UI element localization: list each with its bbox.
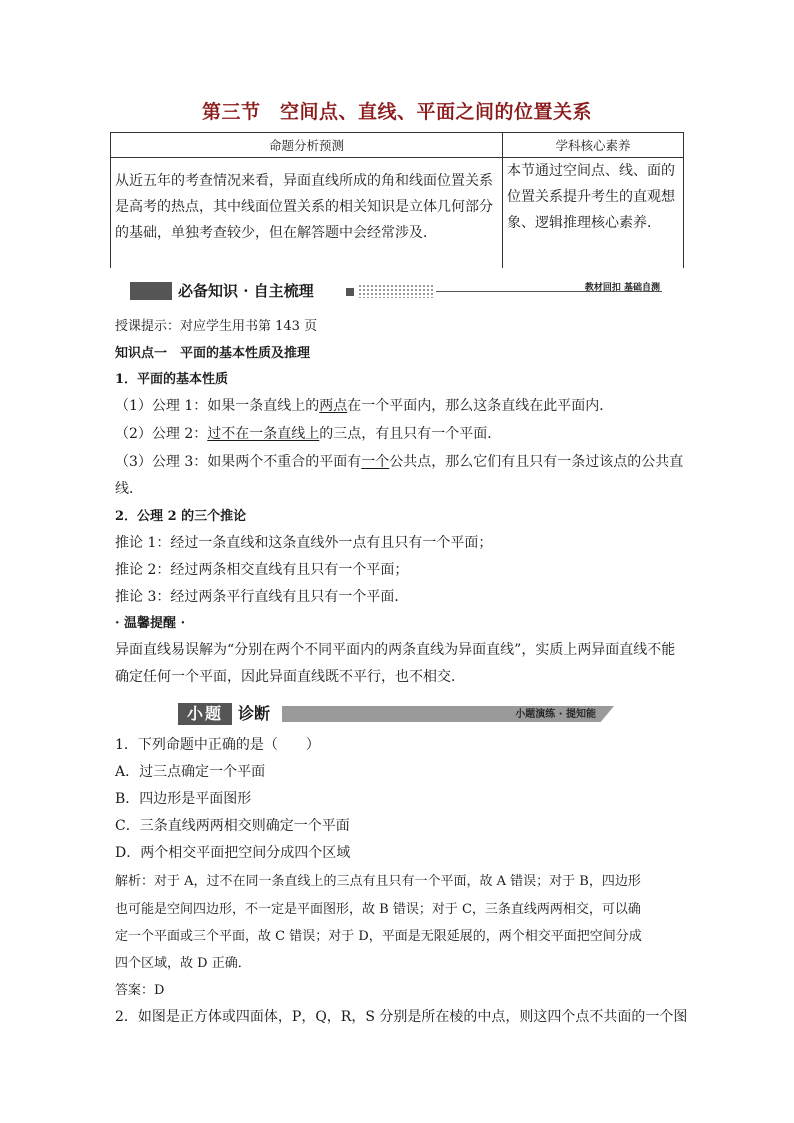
table-cell-right: 本节通过空间点、线、面的位置关系提升考生的直观想象、逻辑推理核心素养． [503,158,684,269]
section-banner-diagnosis [178,703,614,725]
corollary-1: 推论 1：经过一条直线和这条直线外一点有且只有一个平面； [115,535,493,551]
question-1-stem: 1．下列命题中正确的是（ ） [115,737,320,753]
banner-label-left: 小题 [178,703,232,725]
axiom-2: （2）公理 2：过不在一条直线上的三点，有且只有一个平面． [115,426,502,442]
analysis-line-2: 也可能是空间四边形，不一定是平面图形，故 B 错误；对于 C，三条直线两两相交，可以确 [115,902,641,917]
analysis-line-4: 四个区域，故 D 正确． [115,956,251,971]
question-1-option-b: B．四边形是平面图形 [115,791,252,807]
corollary-3: 推论 3：经过两条平行直线有且只有一个平面． [115,589,409,605]
question-1-option-a: A．过三点确定一个平面 [115,764,266,780]
analysis-table [110,132,684,268]
question-1-option-c: C．三条直线两两相交则确定一个平面 [115,818,350,834]
axiom-3: （3）公理 3：如果两个不重合的平面有一个公共点，那么它们有且只有一条过该点的公共直 [115,454,684,470]
section-heading: 必备知识 · 自主梳理 [178,282,314,300]
warm-reminder-heading: · 温馨提醒 · [115,616,186,631]
page-title: 第三节 空间点、直线、平面之间的位置关系 [201,101,592,123]
table-cell-left: 从近五年的考查情况来看，异面直线所成的角和线面位置关系是高考的热点，其中线面位置关系的相关知识是立体几何部分的基础，单独考查较少，但在解答题中会经常涉及． [111,158,503,269]
corollary-2: 推论 2：经过两条相交直线有且只有一个平面； [115,562,409,578]
axiom-3-cont: 线． [115,481,143,497]
answer-line: 答案：D [115,983,165,998]
subheading-properties: 1．平面的基本性质 [115,372,229,387]
banner-square [346,288,354,296]
table-header-left: 命题分析预测 [111,133,503,158]
banner-label-mid: 诊断 [238,704,271,723]
banner-dots [358,284,434,298]
section-banner-knowledge [130,282,662,300]
table-header-right: 学科核心素养 [503,133,684,158]
banner-right-label: 小题演练 · 提知能 [515,709,596,720]
tip-line: 授课提示：对应学生用书第 143 页 [115,319,318,334]
section-right-label: 教材回扣 基础自测 [584,283,660,293]
knowledge-point-heading: 知识点一 平面的基本性质及推理 [115,346,311,361]
banner-block [130,282,172,300]
question-2-stem: 2．如图是正方体或四面体，P，Q，R，S 分别是所在棱的中点，则这四个点不共面的一个图 [115,1009,688,1025]
warm-reminder-line-2: 确定任何一个平面，因此异面直线既不平行，也不相交． [115,669,465,685]
warm-reminder-line-1: 异面直线易误解为“分别在两个不同平面内的两条直线为异面直线”，实质上两异面直线不能 [115,642,676,658]
analysis-line-3: 定一个平面或三个平面，故 C 错误；对于 D，平面是无限延展的，两个相交平面把空间分成 [115,929,642,944]
subheading-corollaries: 2．公理 2 的三个推论 [115,509,247,524]
question-1-option-d: D．两个相交平面把空间分成四个区域 [115,845,351,861]
axiom-1: （1）公理 1：如果一条直线上的两点在一个平面内，那么这条直线在此平面内． [115,398,614,414]
analysis-line-1: 解析：对于 A，过不在同一条直线上的三点有且只有一个平面，故 A 错误；对于 B，四边形 [115,874,641,889]
